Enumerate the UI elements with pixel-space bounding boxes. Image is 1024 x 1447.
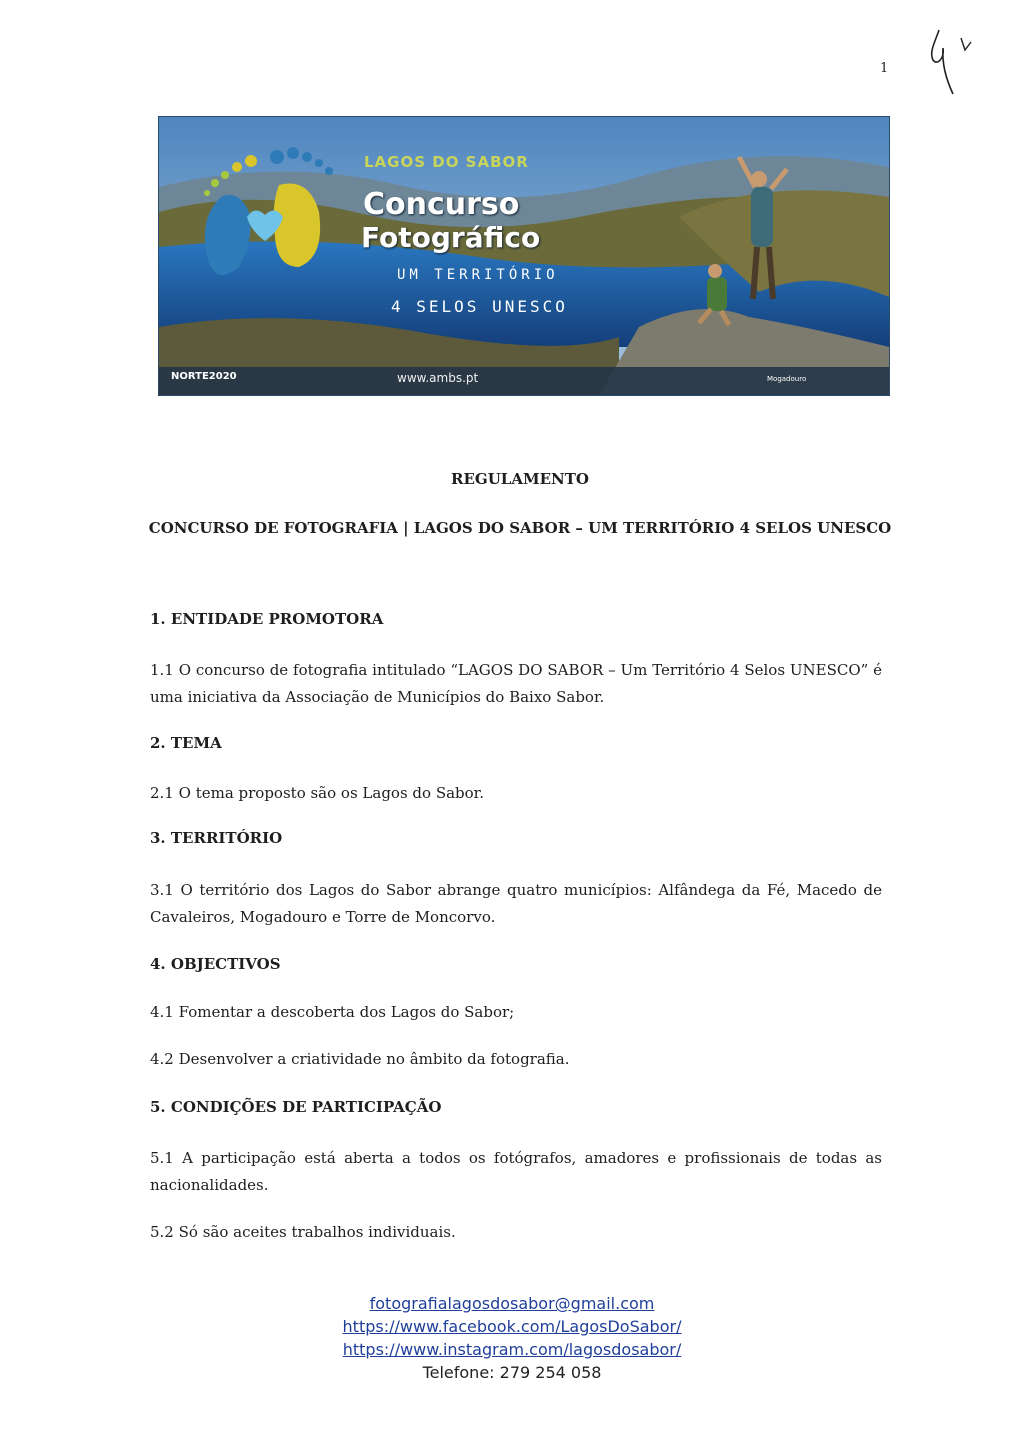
section-5-paragraph-1: 5.1 A participação está aberta a todos os fotógrafos, amadores e profissionais de todas as nacionalidades. — [150, 1149, 882, 1194]
document-subtitle: CONCURSO DE FOTOGRAFIA | LAGOS DO SABOR – UM TERRITÓRIO 4 SELOS UNESCO — [148, 519, 892, 537]
banner-selos-label: 4 SELOS UNESCO — [391, 297, 568, 316]
phone-number: Telefone: 279 254 058 — [422, 1363, 602, 1382]
section-3-heading: 3. TERRITÓRIO — [150, 829, 283, 847]
document-title: REGULAMENTO — [451, 470, 589, 488]
contact-footer — [0, 1292, 1024, 1384]
handwritten-signature — [925, 22, 975, 102]
section-1-paragraph-1: 1.1 O concurso de fotografia intitulado “LAGOS DO SABOR – Um Território 4 Selos UNESCO” é uma iniciativa da Associação de Municípios do Baixo Sabor. — [150, 661, 882, 706]
section-4-paragraph-2: 4.2 Desenvolver a criatividade no âmbito da fotografia. — [150, 1050, 570, 1068]
instagram-link[interactable]: https://www.instagram.com/lagosdosabor/ — [342, 1340, 682, 1359]
banner-territorio-label: UM TERRITÓRIO — [397, 267, 559, 283]
banner-url: www.ambs.pt — [397, 371, 479, 385]
facebook-link[interactable]: https://www.facebook.com/LagosDoSabor/ — [342, 1317, 682, 1336]
banner-norte-logo: NORTE2020 — [171, 371, 237, 382]
section-3-paragraph-1: 3.1 O território dos Lagos do Sabor abrange quatro municípios: Alfândega da Fé, Macedo de Cavaleiros, Mogadouro e Torre de Moncorvo. — [150, 881, 882, 926]
section-4-paragraph-1: 4.1 Fomentar a descoberta dos Lagos do Sabor; — [150, 1003, 515, 1021]
section-1-heading: 1. ENTIDADE PROMOTORA — [150, 610, 384, 628]
section-5-paragraph-2: 5.2 Só são aceites trabalhos individuais. — [150, 1223, 456, 1241]
email-link[interactable]: fotografialagosdosabor@gmail.com — [369, 1294, 655, 1313]
contest-banner — [158, 116, 890, 396]
banner-mogadouro-logo: Mogadouro — [767, 375, 807, 383]
banner-fotografico-title: Fotográfico — [361, 221, 541, 254]
page-number: 1 — [880, 61, 889, 76]
section-4-heading: 4. OBJECTIVOS — [150, 955, 281, 973]
section-2-paragraph-1: 2.1 O tema proposto são os Lagos do Sabor. — [150, 784, 484, 802]
section-2-heading: 2. TEMA — [150, 734, 222, 752]
section-5-heading: 5. CONDIÇÕES DE PARTICIPAÇÃO — [150, 1098, 442, 1116]
banner-lagos-label: LAGOS DO SABOR — [364, 153, 529, 171]
banner-concurso-title: Concurso — [363, 187, 520, 222]
